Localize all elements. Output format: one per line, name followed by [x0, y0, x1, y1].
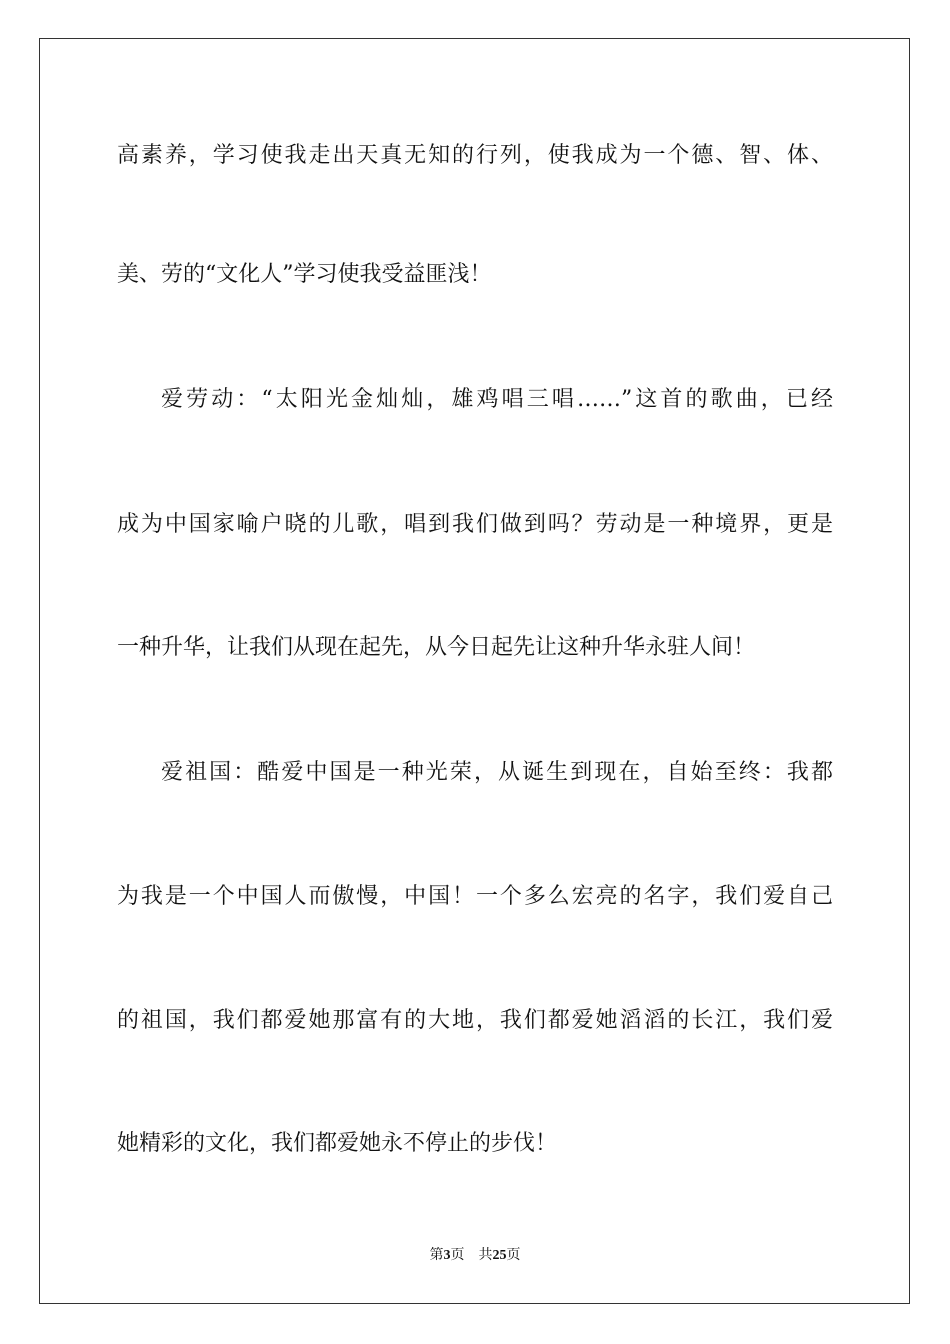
text-line-2: 美、劳的“文化人”学习使我受益匪浅！ [117, 262, 492, 287]
page-border [39, 38, 910, 1304]
text-line-7: 为我是一个中国人而傲慢，中国！一个多么宏亮的名字，我们爱自己 [117, 884, 833, 909]
total-suffix: 页 [506, 1247, 521, 1263]
page-prefix: 第 [429, 1247, 444, 1263]
text-line-9: 她精彩的文化，我们都爱她永不停止的步伐！ [117, 1131, 558, 1156]
total-pages: 25 [492, 1248, 507, 1263]
text-line-5: 一种升华，让我们从现在起先，从今日起先让这种升华永驻人间！ [117, 635, 756, 660]
page-footer [0, 1246, 950, 1265]
text-line-1: 高素养，学习使我走出天真无知的行列，使我成为一个德、智、体、 [117, 143, 833, 168]
page-number: 3 [443, 1248, 451, 1263]
total-prefix: 共 [478, 1247, 493, 1263]
text-line-3: 爱劳动：“太阳光金灿灿，雄鸡唱三唱……”这首的歌曲，已经 [161, 387, 833, 412]
page-suffix: 页 [450, 1247, 465, 1263]
text-line-8: 的祖国，我们都爱她那富有的大地，我们都爱她滔滔的长江，我们爱 [117, 1008, 833, 1033]
text-line-6: 爱祖国：酷爱中国是一种光荣，从诞生到现在，自始至终：我都 [161, 760, 833, 785]
text-line-4: 成为中国家喻户晓的儿歌，唱到我们做到吗？劳动是一种境界，更是 [117, 512, 833, 537]
